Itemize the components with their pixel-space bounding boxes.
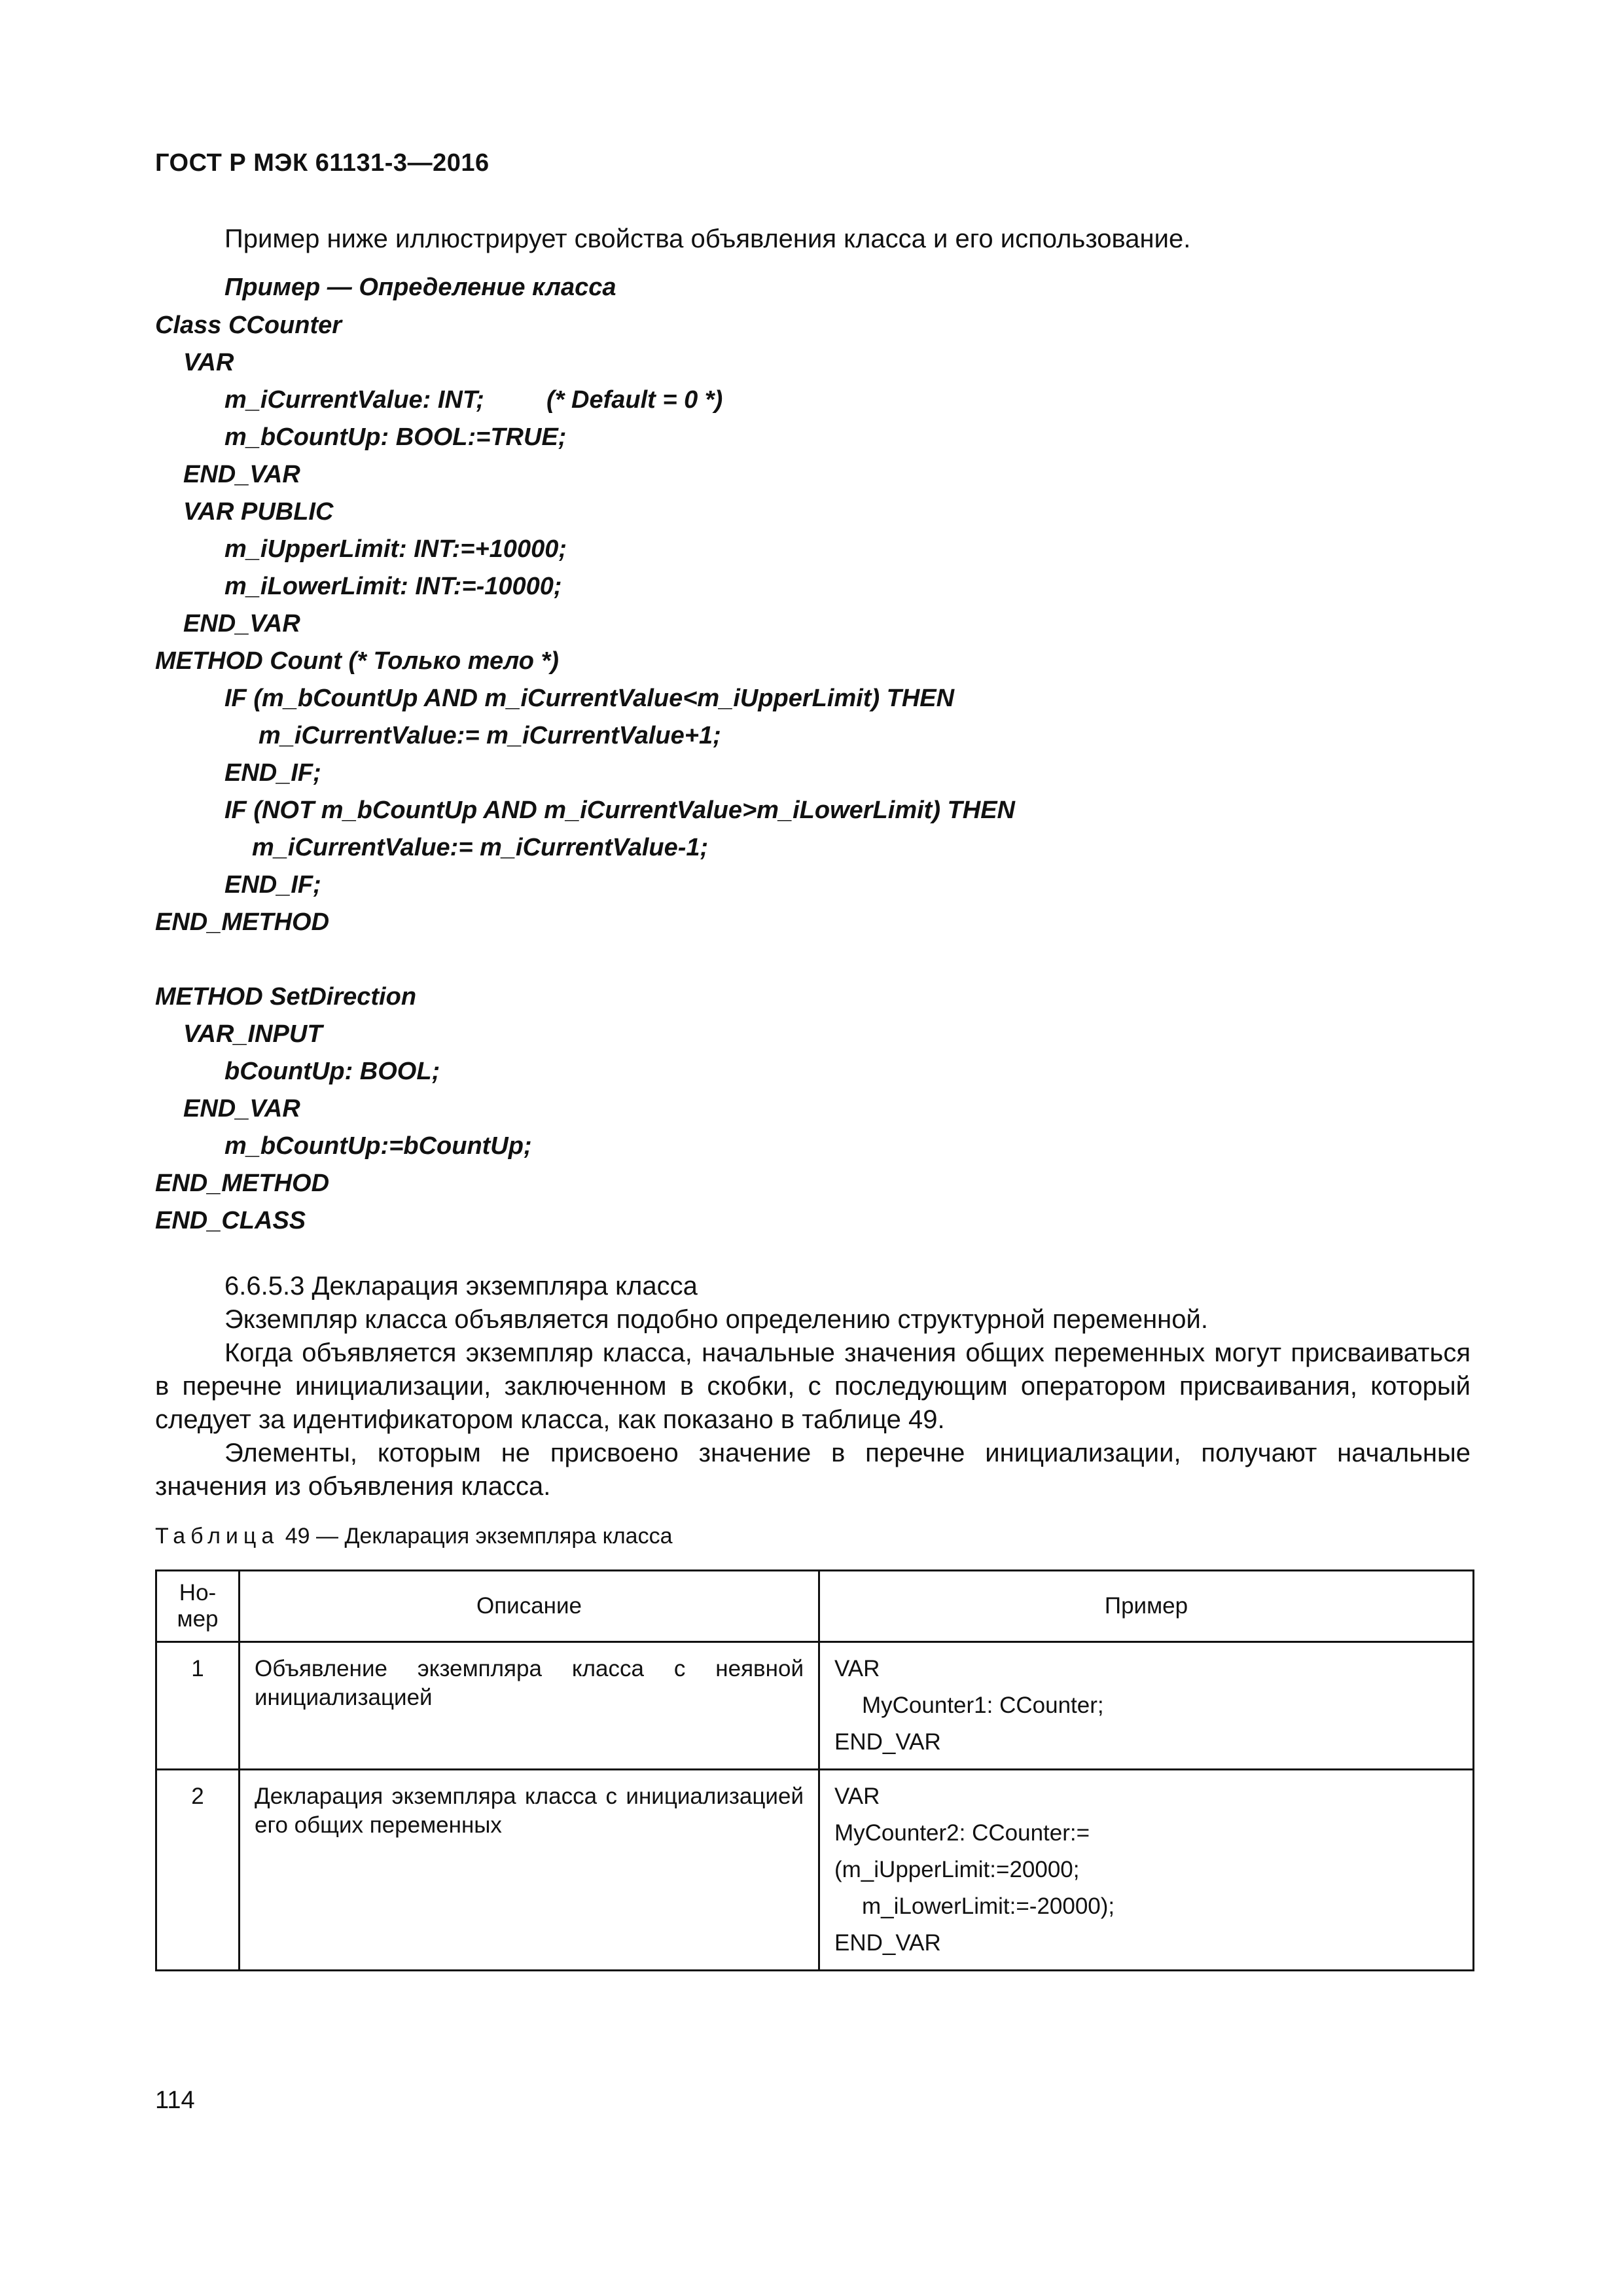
code-line: m_iCurrentValue:= m_iCurrentValue-1; — [252, 834, 709, 861]
code-comment: (* Default = 0 *) — [546, 386, 723, 414]
table-49 — [155, 1570, 1474, 1971]
code-line: m_iCurrentValue: INT; — [224, 386, 484, 414]
code-line: bCountUp: BOOL; — [224, 1058, 440, 1085]
example-line: MyCounter1: CCounter; — [862, 1693, 1104, 1718]
row-num: 2 — [156, 1770, 240, 1971]
example-line: MyCounter2: CCounter:= — [834, 1820, 1090, 1846]
row-example — [819, 1642, 1474, 1770]
code-line: Class CCounter — [155, 312, 342, 339]
example-title: Пример — Определение класса — [224, 274, 616, 301]
row-num: 1 — [156, 1642, 240, 1770]
code-line: END_IF; — [224, 871, 321, 899]
example-line: END_VAR — [834, 1930, 941, 1956]
example-line: m_iLowerLimit:=-20000); — [862, 1893, 1115, 1919]
table-row — [156, 1642, 1474, 1770]
table-caption-word: Таблица — [155, 1524, 279, 1549]
code-line: m_iLowerLimit: INT:=-10000; — [224, 573, 562, 600]
table-header-row — [156, 1571, 1474, 1642]
code-line: m_iUpperLimit: INT:=+10000; — [224, 535, 567, 563]
section-paragraph: Экземпляр класса объявляется подобно определению структурной переменной. — [224, 1305, 1208, 1334]
code-line: END_VAR — [183, 610, 300, 637]
code-line: END_VAR — [183, 461, 300, 488]
code-line: VAR PUBLIC — [183, 498, 334, 526]
code-line: END_VAR — [183, 1095, 300, 1122]
table-caption-text: 49 — Декларация экземпляра класса — [285, 1524, 673, 1549]
example-line: VAR — [834, 1656, 880, 1681]
code-line: END_METHOD — [155, 1170, 330, 1197]
code-line: END_METHOD — [155, 908, 330, 936]
page-number: 114 — [155, 2087, 195, 2114]
table-row — [156, 1770, 1474, 1971]
code-line: METHOD SetDirection — [155, 983, 417, 1011]
section-paragraph: Когда объявляется экземпляр класса, начальные значения общих переменных могут присваиваться в перечне инициализации, заключенном в скобки, с последующим оператором присваивания, который следует за идентификатором класса, как показано в таблице 49. — [155, 1338, 1471, 1434]
code-line: VAR_INPUT — [183, 1020, 323, 1048]
header-num: Но- мер — [156, 1571, 240, 1642]
section-paragraph: Элементы, которым не присвоено значение в перечне инициализации, получают начальные значения из объявления класса. — [155, 1439, 1471, 1501]
row-description: Объявление экземпляра класса с неявной инициализацией — [240, 1642, 819, 1770]
code-line: m_bCountUp:=bCountUp; — [224, 1132, 532, 1160]
row-description: Декларация экземпляра класса с инициализацией его общих переменных — [240, 1770, 819, 1971]
code-line: m_iCurrentValue:= m_iCurrentValue+1; — [259, 722, 721, 749]
example-line: (m_iUpperLimit:=20000; — [834, 1857, 1080, 1882]
example-line: END_VAR — [834, 1729, 941, 1755]
code-line: END_IF; — [224, 759, 321, 787]
intro-paragraph: Пример ниже иллюстрирует свойства объявления класса и его использование. — [224, 224, 1191, 253]
header-description: Описание — [240, 1571, 819, 1642]
code-line: IF (m_bCountUp AND m_iCurrentValue<m_iUpperLimit) THEN — [224, 685, 955, 712]
code-line: VAR — [183, 349, 234, 376]
section-6-6-5-3 — [155, 1270, 1471, 1503]
code-line: m_bCountUp: BOOL:=TRUE; — [224, 423, 567, 451]
table-caption — [155, 1524, 673, 1549]
code-line: IF (NOT m_bCountUp AND m_iCurrentValue>m_iLowerLimit) THEN — [224, 797, 1015, 824]
example-line: VAR — [834, 1784, 880, 1809]
code-line: END_CLASS — [155, 1207, 306, 1234]
header-example: Пример — [819, 1571, 1474, 1642]
section-heading: 6.6.5.3 Декларация экземпляра класса — [224, 1272, 698, 1300]
code-line: METHOD Count (* Только тело *) — [155, 647, 559, 675]
row-example — [819, 1770, 1474, 1971]
standard-header: ГОСТ Р МЭК 61131-3—2016 — [155, 149, 490, 177]
